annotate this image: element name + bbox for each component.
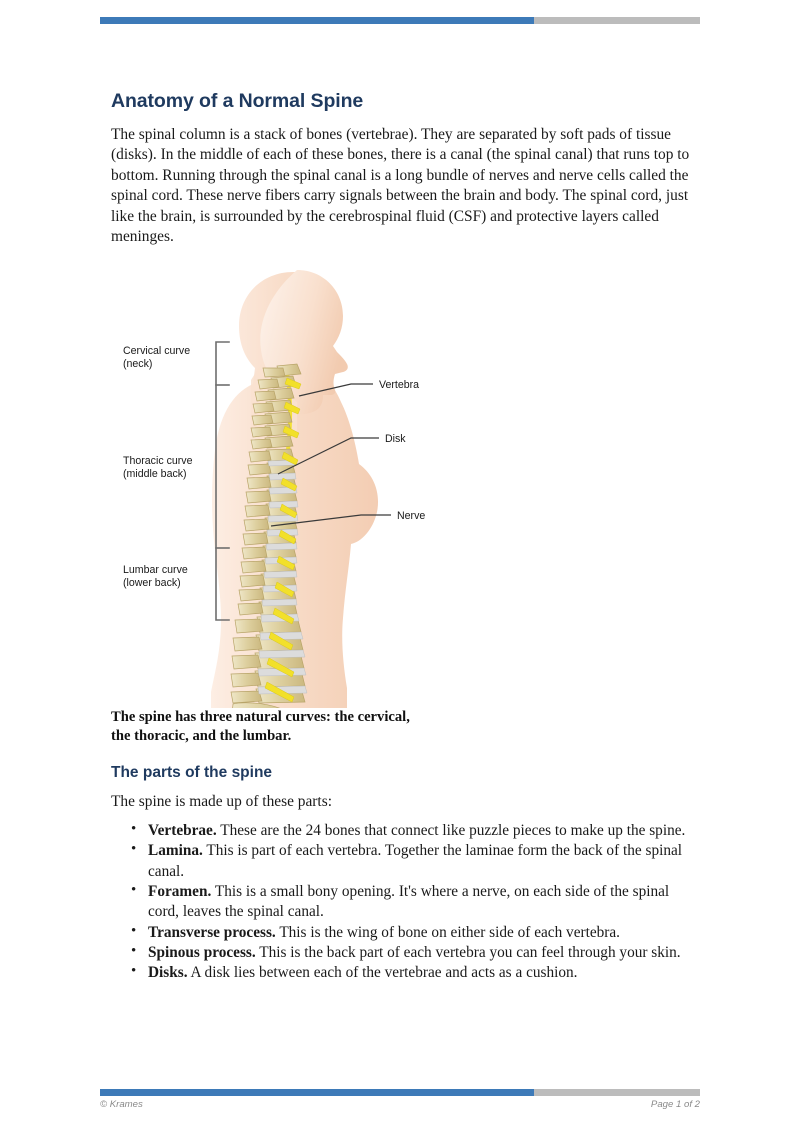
part-description: This is the back part of each vertebra you can feel through your skin. <box>259 943 681 961</box>
section-title-parts-of-spine: The parts of the spine <box>111 764 273 782</box>
curve-label-lumbar <box>123 564 188 589</box>
spine-anatomy-figure <box>111 268 441 708</box>
header-rule <box>100 17 700 24</box>
list-item <box>148 963 691 983</box>
curve-label-cervical <box>123 345 190 370</box>
part-term: Lamina. <box>148 842 203 860</box>
curve-label-cervical-line2: (neck) <box>123 357 153 370</box>
curve-label-thoracic <box>123 455 193 480</box>
header-rule-blue-segment <box>100 17 534 24</box>
curve-label-thoracic-line1: Thoracic curve <box>123 454 193 467</box>
spine-parts-list <box>111 821 691 984</box>
spine-illustration <box>111 268 441 708</box>
curve-label-cervical-line1: Cervical curve <box>123 344 191 357</box>
callout-label-vertebra: Vertebra <box>379 378 420 391</box>
part-description: These are the 24 bones that connect like puzzle pieces to make up the spine. <box>220 821 686 839</box>
page-title: Anatomy of a Normal Spine <box>111 90 364 112</box>
list-item <box>148 841 691 882</box>
footer-copyright: © Krames <box>100 1099 143 1110</box>
curve-label-lumbar-line2: (lower back) <box>123 576 181 589</box>
part-term: Disks. <box>148 964 188 982</box>
part-term: Vertebrae. <box>148 821 217 839</box>
list-item <box>148 923 691 943</box>
intro-paragraph: The spinal column is a stack of bones (vertebrae). They are separated by soft pads of tissue (disks). In the middle of each of these bones, there is a canal (the spinal canal) that runs top to bottom. Running through the spinal canal is a long bundle of nerves and nerve cells called the spinal cord. These nerve fibers carry signals between the brain and body. The spinal cord, just like the brain, is surrounded by the cerebrospinal fluid (CSF) and protective layers called meninges. <box>111 126 690 246</box>
header-rule-grey-segment <box>534 17 700 24</box>
callout-label-disk: Disk <box>385 432 406 445</box>
part-term: Transverse process. <box>148 923 276 941</box>
curve-label-thoracic-line2: (middle back) <box>123 467 187 480</box>
footer-rule-grey-segment <box>534 1089 700 1096</box>
callout-label-nerve: Nerve <box>397 509 426 522</box>
part-term: Spinous process. <box>148 943 256 961</box>
list-item <box>148 882 691 923</box>
footer-rule <box>100 1089 700 1096</box>
footer <box>100 1099 700 1110</box>
footer-rule-blue-segment <box>100 1089 534 1096</box>
part-description: A disk lies between each of the vertebrae and acts as a cushion. <box>190 964 578 982</box>
list-intro-text: The spine is made up of these parts: <box>111 793 332 811</box>
page-content <box>111 90 691 984</box>
part-term: Foramen. <box>148 882 212 900</box>
figure-caption: The spine has three natural curves: the cervical, the thoracic, and the lumbar. <box>111 708 410 745</box>
list-item <box>148 943 691 963</box>
part-description: This is part of each vertebra. Together the laminae form the back of the spinal canal. <box>148 842 683 880</box>
part-description: This is the wing of bone on either side of each vertebra. <box>279 923 620 941</box>
part-description: This is a small bony opening. It's where a nerve, on each side of the spinal cord, leaves the spinal canal. <box>148 882 670 921</box>
footer-page-indicator: Page 1 of 2 <box>650 1099 700 1110</box>
list-item <box>148 821 691 841</box>
curve-label-lumbar-line1: Lumbar curve <box>123 563 188 576</box>
